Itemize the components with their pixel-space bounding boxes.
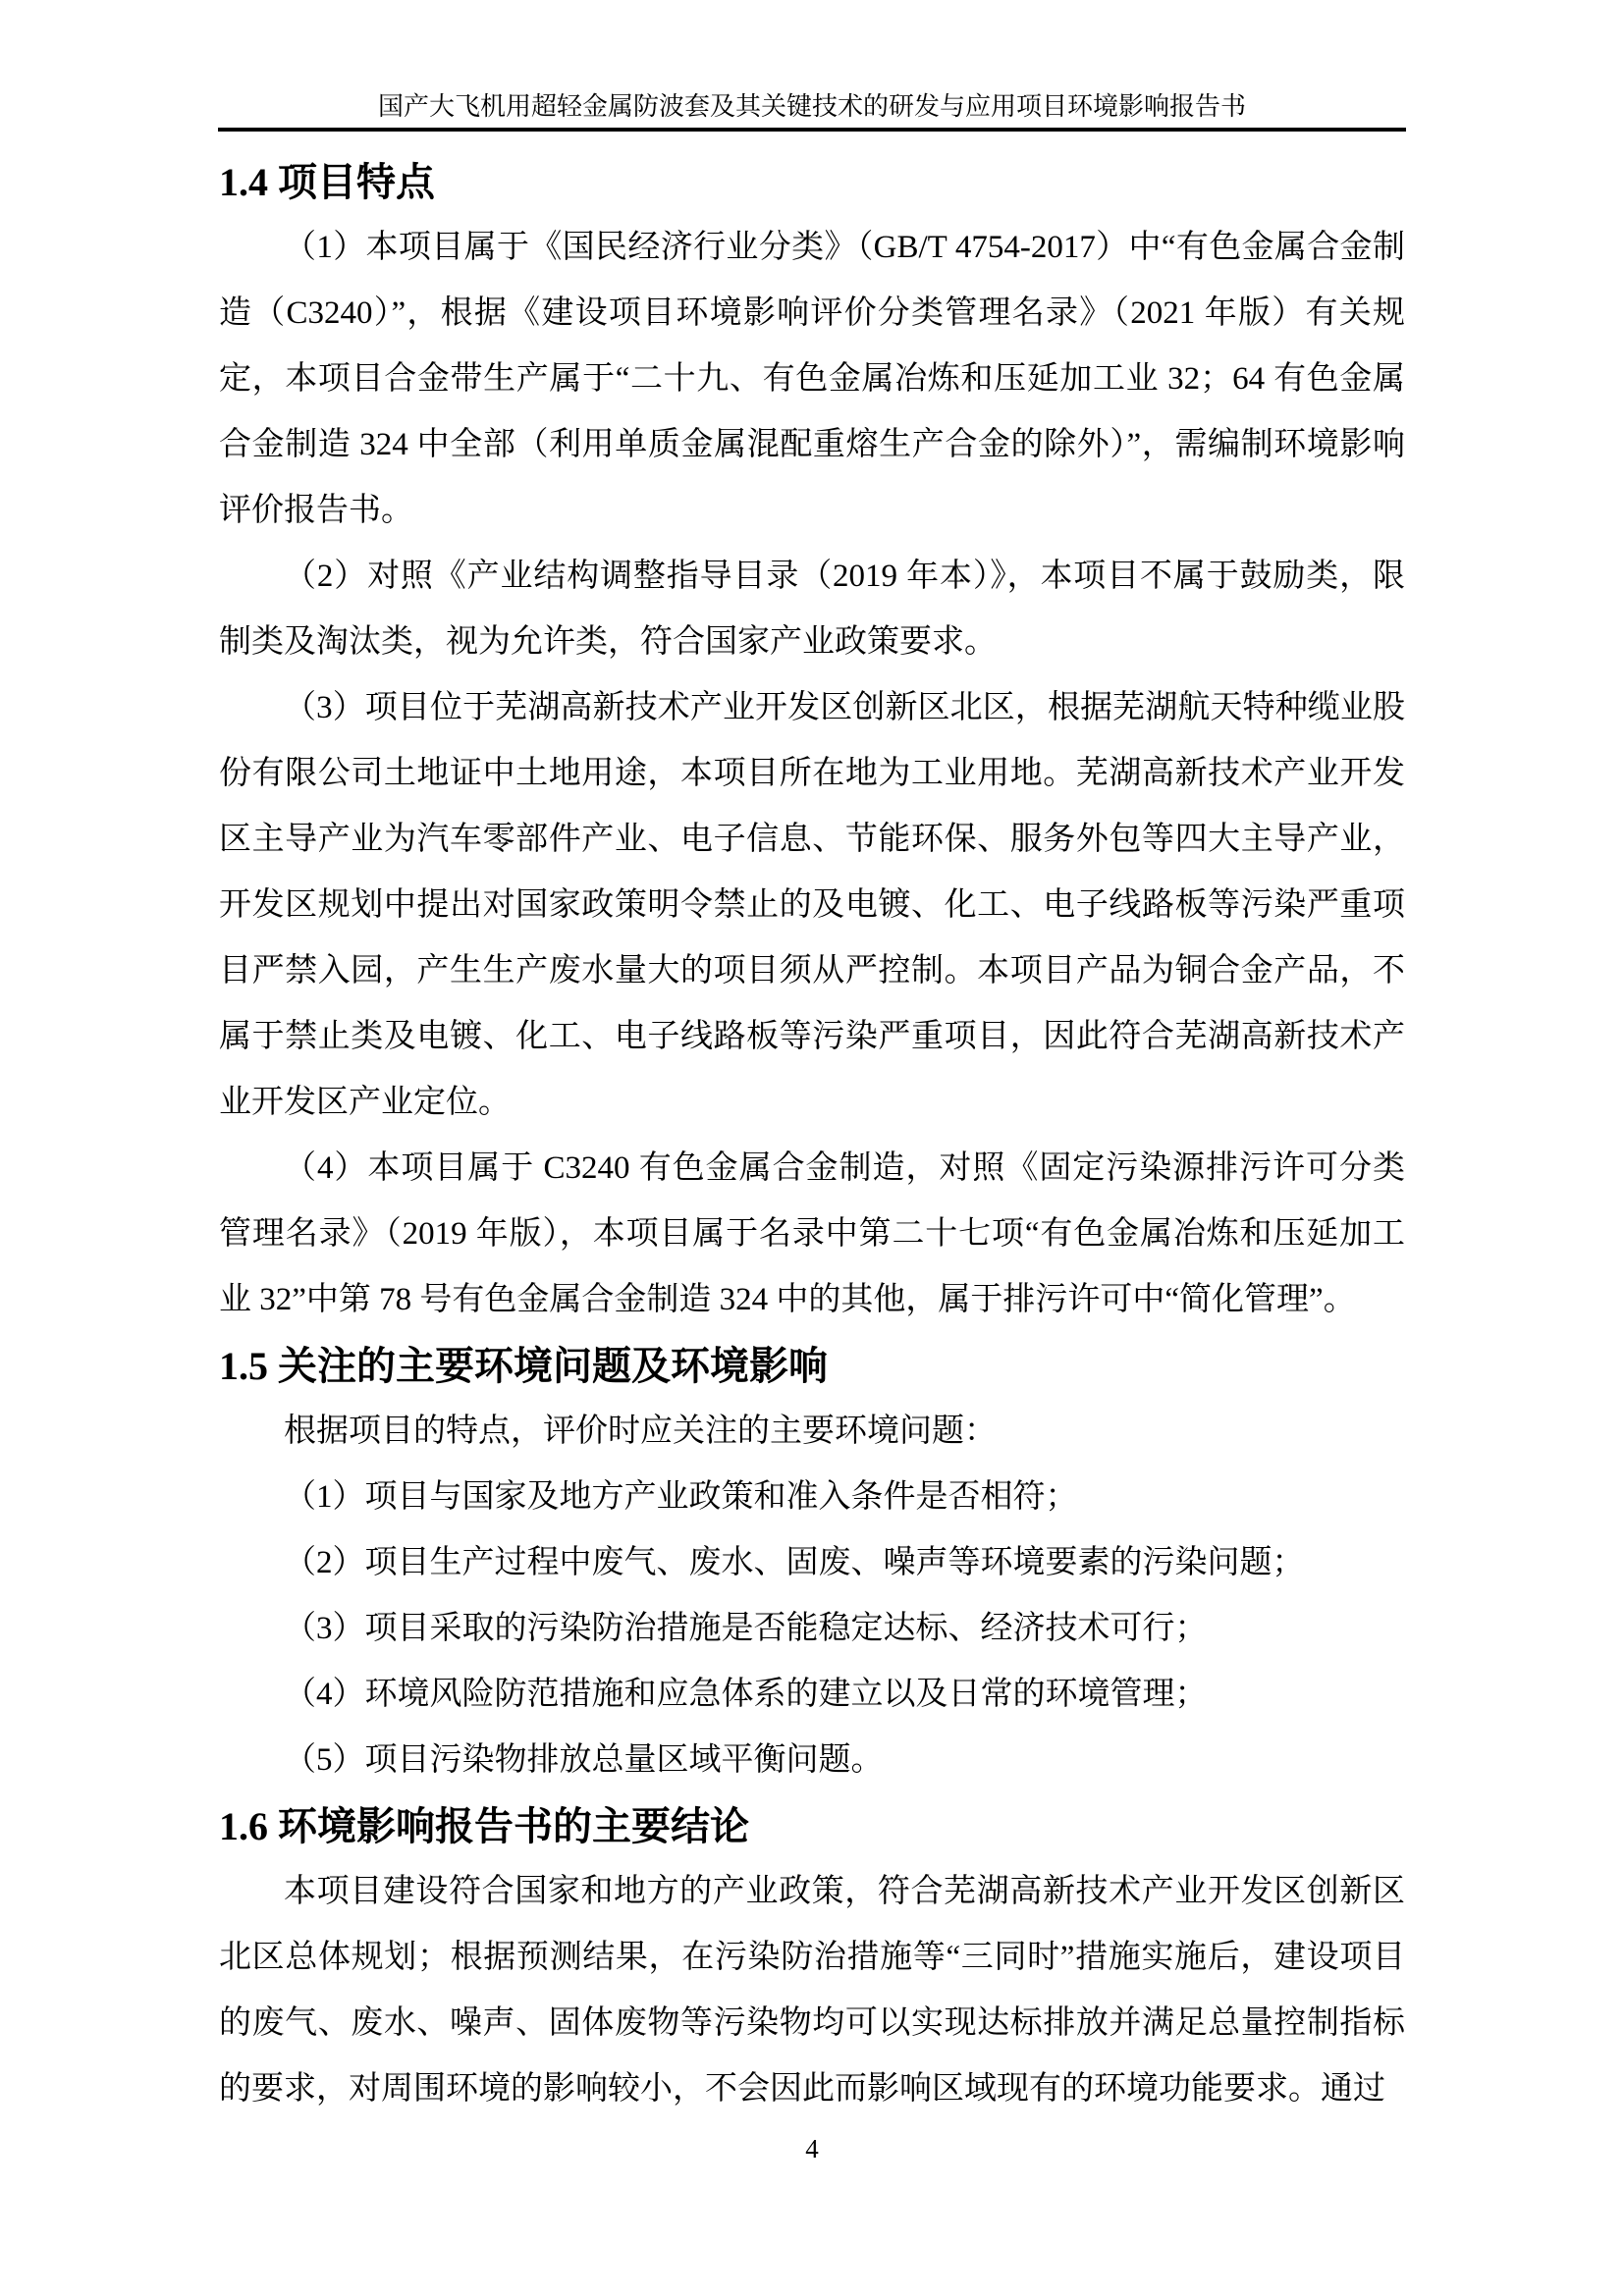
paragraph-1-6-1: 本项目建设符合国家和地方的产业政策，符合芜湖高新技术产业开发区创新区北区总体规划；根据预测结果，在污染防治措施等“三同时”措施实施后，建设项目的废气、废水、噪声、固体废物等污染物均可以实现达标排放并满足总量控制指标的要求，对周围环境的影响较小，不会因此而影响区域现有的环境功能要求。通过 bbox=[219, 1874, 1405, 2107]
paragraph-1-4-1: （1）本项目属于《国民经济行业分类》（GB/T 4754-2017）中“有色金属合金制造（C3240）”，根据《建设项目环境影响评价分类管理名录》（2021 年版）有关规定，本项目合金带生产属于“二十九、有色金属冶炼和压延加工业 32；64 有色金属合金制造 324 中全部（利用单质金属混配重熔生产合金的除外）”，需编制环境影响评价报告书。 bbox=[219, 230, 1405, 528]
paragraph-1-5-intro: 根据项目的特点，评价时应关注的主要环境问题： bbox=[284, 1414, 997, 1449]
document-body bbox=[219, 149, 1405, 2122]
section-heading-1-6: 1.6 环境影响报告书的主要结论 bbox=[219, 1804, 749, 1848]
section-heading-1-4: 1.4 项目特点 bbox=[219, 160, 435, 204]
header-title: 国产大飞机用超轻金属防波套及其关键技术的研发与应用项目环境影响报告书 bbox=[377, 92, 1246, 121]
paragraph-1-4-2: （2）对照《产业结构调整指导目录（2019 年本）》，本项目不属于鼓励类，限制类及淘汰类，视为允许类，符合国家产业政策要求。 bbox=[219, 559, 1405, 660]
list-item-1-5-3: （3）项目采取的污染防治措施是否能稳定达标、经济技术可行； bbox=[284, 1611, 1208, 1646]
list-item-1-5-2: （2）项目生产过程中废气、废水、固废、噪声等环境要素的污染问题； bbox=[284, 1545, 1305, 1580]
list-item-1-5-1: （1）项目与国家及地方产业政策和准入条件是否相符； bbox=[284, 1479, 1078, 1515]
list-item-1-5-4: （4）环境风险防范措施和应急体系的建立以及日常的环境管理； bbox=[284, 1677, 1208, 1712]
header-rule bbox=[218, 128, 1406, 132]
paragraph-1-4-4: （4）本项目属于 C3240 有色金属合金制造，对照《固定污染源排污许可分类管理名录》（2019 年版），本项目属于名录中第二十七项“有色金属冶炼和压延加工业 32”中第 78 号有色金属合金制造 324 中的其他，属于排污许可中“简化管理”。 bbox=[219, 1150, 1405, 1317]
section-heading-1-5: 1.5 关注的主要环境问题及环境影响 bbox=[219, 1344, 828, 1388]
paragraph-1-4-3: （3）项目位于芜湖高新技术产业开发区创新区北区，根据芜湖航天特种缆业股份有限公司土地证中土地用途，本项目所在地为工业用地。芜湖高新技术产业开发区主导产业为汽车零部件产业、电子信息、节能环保、服务外包等四大主导产业，开发区规划中提出对国家政策明令禁止的及电镀、化工、电子线路板等污染严重项目严禁入园，产生生产废水量大的项目须从严控制。本项目产品为铜合金产品，不属于禁止类及电镀、化工、电子线路板等污染严重项目，因此符合芜湖高新技术产业开发区产业定位。 bbox=[219, 690, 1405, 1120]
page-number: 4 bbox=[805, 2134, 819, 2163]
list-item-1-5-5: （5）项目污染物排放总量区域平衡问题。 bbox=[284, 1742, 884, 1778]
